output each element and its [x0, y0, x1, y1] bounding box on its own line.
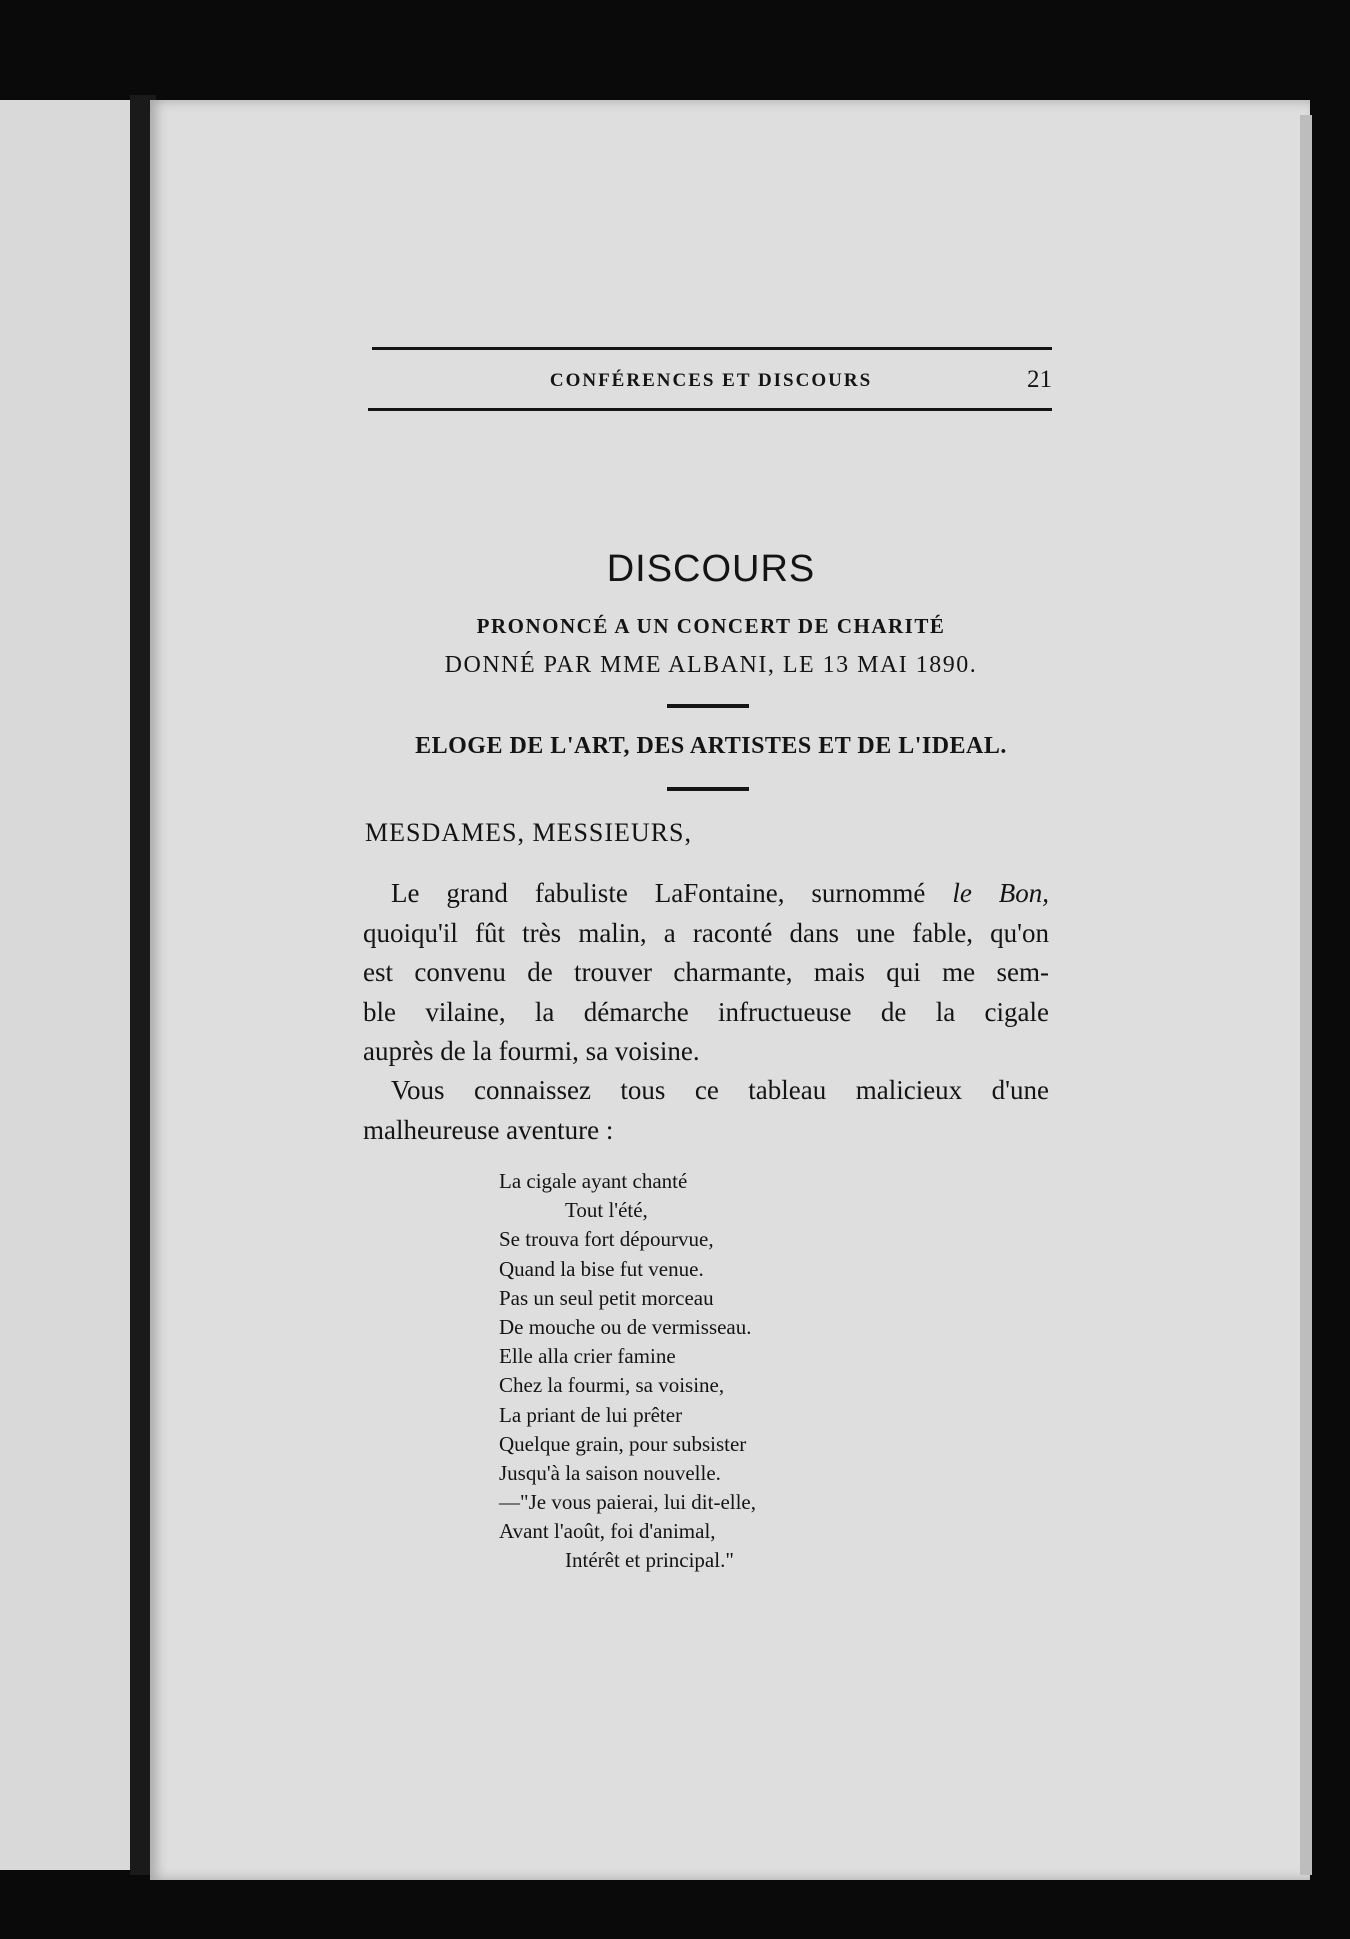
poem-verse: Pas un seul petit morceau — [499, 1285, 714, 1310]
poem-verse: Elle alla crier famine — [499, 1344, 676, 1369]
page-number: 21 — [1027, 366, 1052, 393]
divider-rule — [667, 704, 749, 708]
text-line: auprès de la fourmi, sa voisine. — [363, 1036, 700, 1066]
header-bottom-rule — [368, 408, 1052, 411]
poem-verse: Tout l'été, — [565, 1198, 648, 1223]
poem-verse: Jusqu'à la saison nouvelle. — [499, 1460, 721, 1485]
running-title: CONFÉRENCES ET DISCOURS — [549, 370, 873, 391]
poem-verse: Avant l'août, foi d'animal, — [499, 1519, 716, 1544]
poem-verse: Chez la fourmi, sa voisine, — [499, 1373, 725, 1398]
section-subject: ELOGE DE L'ART, DES ARTISTES ET DE L'IDEAL. — [415, 733, 1007, 759]
poem-quote — [499, 1167, 756, 1576]
paragraph — [363, 1071, 1049, 1150]
text-line: Vous connaissez tous ce tableau malicieux d'une — [391, 1075, 1049, 1105]
italic-phrase: le Bon, — [952, 878, 1050, 908]
text-line: malheureuse aventure : — [363, 1114, 614, 1145]
poem-verse: La cigale ayant chanté — [499, 1169, 688, 1193]
divider-rule — [667, 787, 749, 791]
poem-verse: La priant de lui prêter — [499, 1402, 683, 1427]
salutation: MESDAMES, MESSIEURS, — [365, 818, 693, 847]
subtitle-line-1: PRONONCÉ A UN CONCERT DE CHARITÉ — [476, 614, 946, 638]
page-title: DISCOURS — [606, 548, 816, 590]
page-edge — [1300, 115, 1312, 1875]
running-header — [370, 366, 1052, 400]
paragraph — [363, 874, 1049, 1072]
header-top-rule — [372, 347, 1052, 350]
text-line: est convenu de trouver charmante, mais qui me sem- — [363, 957, 1049, 987]
poem-verse: Quelque grain, pour subsister — [499, 1431, 747, 1456]
text-line: quoiqu'il fût très malin, a raconté dans une fable, qu'on — [363, 917, 1049, 948]
poem-verse: Intérêt et principal." — [565, 1548, 734, 1573]
poem-verse: Se trouva fort dépourvue, — [499, 1227, 714, 1252]
poem-verse: De mouche ou de vermisseau. — [499, 1314, 752, 1339]
poem-verse: Quand la bise fut venue. — [499, 1256, 704, 1281]
facing-page — [0, 100, 140, 1870]
poem-verse: —"Je vous paierai, lui dit-elle, — [499, 1490, 757, 1515]
text-line: Le grand fabuliste LaFontaine, surnommé le Bon, — [391, 878, 1050, 908]
text-line: ble vilaine, la démarche infructueuse de la cigale — [363, 996, 1049, 1027]
subtitle-line-2: DONNÉ PAR MME ALBANI, LE 13 MAI 1890. — [444, 652, 978, 678]
